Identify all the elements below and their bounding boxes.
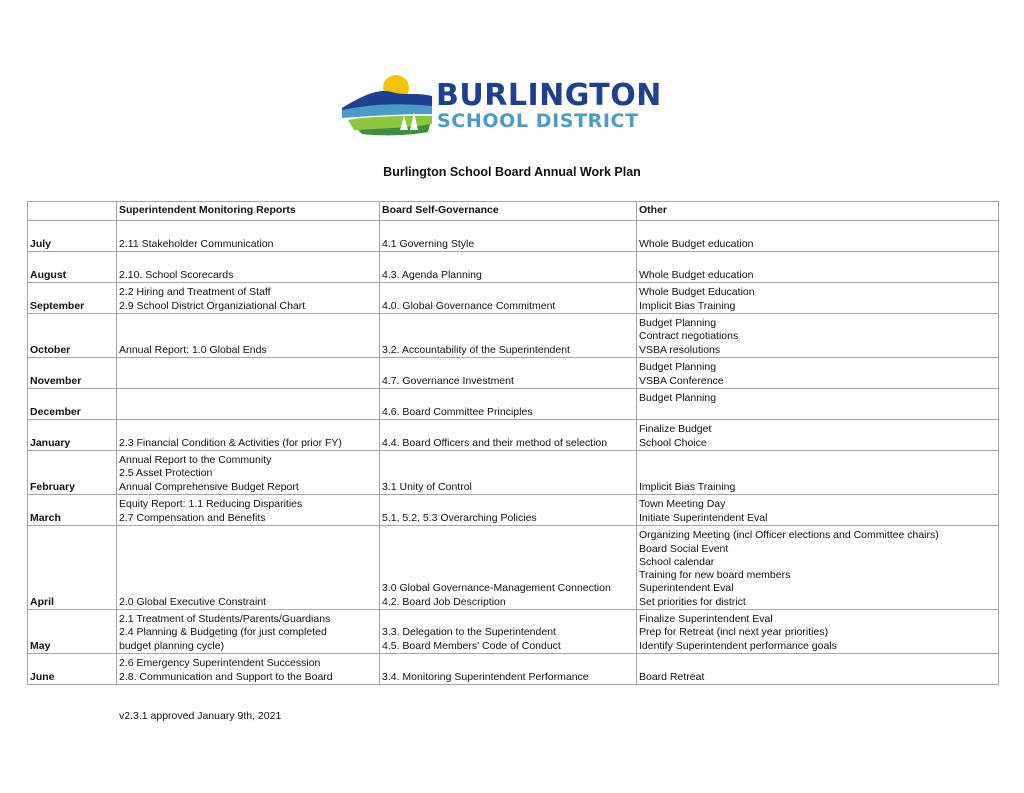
table-row — [28, 221, 999, 252]
cell-line: 3.4. Monitoring Superintendent Performance — [382, 670, 589, 683]
cell-line: 2.8. Communication and Support to the Board — [119, 670, 333, 683]
cell-line: 2.4 Planning & Budgeting (for just completed — [119, 626, 327, 639]
cell-line: 2.0 Global Executive Constraint — [119, 595, 267, 608]
cell-line: Finalize Superintendent Eval — [639, 613, 773, 626]
cell-line: 4.0. Global Governance Commitment — [382, 299, 556, 312]
month-cell: February — [28, 451, 117, 495]
table-row — [28, 283, 999, 314]
cell-line: 2.9 School District Organiziational Chart — [119, 299, 306, 312]
cell-line: Initiate Superintendent Eval — [639, 511, 768, 524]
other-cell — [637, 420, 999, 451]
cell-line: 4.7. Governance Investment — [382, 374, 514, 387]
cell-line: 3.3. Delegation to the Superintendent — [382, 626, 556, 639]
table-row — [28, 314, 999, 358]
cell-line: Equity Report: 1.1 Reducing Disparities — [119, 498, 303, 511]
cell-line: Annual Report: 1.0 Global Ends — [119, 343, 267, 356]
superintendent-report-cell — [117, 654, 380, 685]
month-cell: April — [28, 526, 117, 610]
other-cell — [637, 221, 999, 252]
month-cell: June — [28, 654, 117, 685]
cell-line: budget planning cycle) — [119, 639, 225, 652]
superintendent-report-cell — [117, 358, 380, 389]
other-cell — [637, 252, 999, 283]
month-cell: March — [28, 495, 117, 526]
cell-line: Budget Planning — [639, 317, 717, 330]
month-cell: January — [28, 420, 117, 451]
board-governance-cell — [380, 451, 637, 495]
cell-line: 4.1 Governing Style — [382, 237, 475, 250]
cell-line: School Choice — [639, 436, 707, 449]
cell-line: 2.5 Asset Protection — [119, 467, 213, 480]
district-logo — [340, 72, 662, 136]
cell-line: 3.0 Global Governance-Management Connection — [382, 582, 611, 595]
month-cell: August — [28, 252, 117, 283]
table-row — [28, 420, 999, 451]
cell-line: 2.10. School Scorecards — [119, 268, 234, 281]
header-superintendent-reports: Superintendent Monitoring Reports — [117, 202, 380, 221]
cell-line: 4.3. Agenda Planning — [382, 268, 482, 281]
other-cell — [637, 358, 999, 389]
logo-wordmark-line2: SCHOOL DISTRICT — [437, 110, 639, 132]
cell-line: 5.1, 5.2, 5.3 Overarching Policies — [382, 511, 537, 524]
document-title: Burlington School Board Annual Work Plan — [383, 165, 641, 179]
table-row — [28, 358, 999, 389]
logo-wordmark-line1: BURLINGTON — [436, 78, 662, 113]
cell-line: Finalize Budget — [639, 423, 712, 436]
board-governance-cell — [380, 654, 637, 685]
cell-line: 4.6. Board Committee Principles — [382, 405, 533, 418]
board-governance-cell — [380, 389, 637, 420]
superintendent-report-cell — [117, 221, 380, 252]
cell-line: 4.4. Board Officers and their method of selection — [382, 436, 608, 449]
table-header-row — [28, 202, 999, 221]
board-governance-cell — [380, 252, 637, 283]
cell-line: 2.2 Hiring and Treatment of Staff — [119, 286, 271, 299]
superintendent-report-cell — [117, 610, 380, 654]
superintendent-report-cell — [117, 314, 380, 358]
board-governance-cell — [380, 610, 637, 654]
superintendent-report-cell — [117, 389, 380, 420]
other-cell — [637, 610, 999, 654]
cell-line: Training for new board members — [639, 569, 791, 582]
cell-line: Organizing Meeting (incl Officer elections and Committee chairs) — [639, 529, 939, 542]
version-note: v2.3.1 approved January 9th, 2021 — [119, 710, 282, 722]
cell-line: Board Retreat — [639, 670, 705, 683]
superintendent-report-cell — [117, 420, 380, 451]
other-cell — [637, 654, 999, 685]
other-cell — [637, 451, 999, 495]
cell-line: Implicit Bias Training — [639, 480, 736, 493]
table-row — [28, 451, 999, 495]
cell-line — [639, 406, 996, 419]
other-cell — [637, 314, 999, 358]
cell-line: 2.3 Financial Condition & Activities (for prior FY) — [119, 436, 342, 449]
board-governance-cell — [380, 495, 637, 526]
board-governance-cell — [380, 283, 637, 314]
cell-line: Identify Superintendent performance goals — [639, 639, 837, 652]
cell-line: Contract negotiations — [639, 330, 739, 343]
cell-line: VSBA Conference — [639, 374, 724, 387]
cell-line: 2.11 Stakeholder Communication — [119, 237, 274, 250]
cell-line: 2.7 Compensation and Benefits — [119, 511, 266, 524]
cell-line: School calendar — [639, 555, 715, 568]
cell-line: Prep for Retreat (incl next year priorities) — [639, 626, 829, 639]
cell-line: Set priorities for district — [639, 595, 746, 608]
cell-line: 2.6 Emergency Superintendent Succession — [119, 657, 321, 670]
cell-line: Whole Budget education — [639, 268, 754, 281]
month-cell: October — [28, 314, 117, 358]
cell-line: Town Meeting Day — [639, 498, 726, 511]
board-governance-cell — [380, 314, 637, 358]
header-month — [28, 202, 117, 221]
header-other: Other — [637, 202, 999, 221]
month-cell: September — [28, 283, 117, 314]
board-governance-cell — [380, 420, 637, 451]
work-plan-table — [27, 201, 999, 685]
superintendent-report-cell — [117, 283, 380, 314]
board-governance-cell — [380, 221, 637, 252]
cell-line: Superintendent Eval — [639, 582, 734, 595]
cell-line: Annual Comprehensive Budget Report — [119, 480, 299, 493]
table-row — [28, 526, 999, 610]
other-cell — [637, 526, 999, 610]
superintendent-report-cell — [117, 495, 380, 526]
cell-line: 4.2. Board Job Description — [382, 595, 506, 608]
cell-line: Whole Budget education — [639, 237, 754, 250]
header-board-self-governance: Board Self-Governance — [380, 202, 637, 221]
month-cell: May — [28, 610, 117, 654]
table-row — [28, 252, 999, 283]
superintendent-report-cell — [117, 451, 380, 495]
other-cell — [637, 495, 999, 526]
month-cell: November — [28, 358, 117, 389]
cell-line: Budget Planning — [639, 392, 717, 405]
cell-line: Board Social Event — [639, 542, 729, 555]
board-governance-cell — [380, 358, 637, 389]
table-row — [28, 610, 999, 654]
logo-emblem-icon — [340, 72, 436, 136]
cell-line: Annual Report to the Community — [119, 454, 272, 467]
table-row — [28, 495, 999, 526]
board-governance-cell — [380, 526, 637, 610]
table-row — [28, 389, 999, 420]
table-row — [28, 654, 999, 685]
cell-line: 2.1 Treatment of Students/Parents/Guardians — [119, 613, 331, 626]
cell-line: 3.2. Accountability of the Superintendent — [382, 343, 570, 356]
month-cell: December — [28, 389, 117, 420]
month-cell: July — [28, 221, 117, 252]
cell-line: 4.5. Board Members' Code of Conduct — [382, 639, 561, 652]
cell-line: 3.1 Unity of Control — [382, 480, 472, 493]
cell-line: VSBA resolutions — [639, 343, 721, 356]
other-cell — [637, 283, 999, 314]
cell-line: Whole Budget Education — [639, 286, 755, 299]
cell-line: Implicit Bias Training — [639, 299, 736, 312]
superintendent-report-cell — [117, 252, 380, 283]
cell-line: Budget Planning — [639, 361, 717, 374]
superintendent-report-cell — [117, 526, 380, 610]
other-cell — [637, 389, 999, 420]
